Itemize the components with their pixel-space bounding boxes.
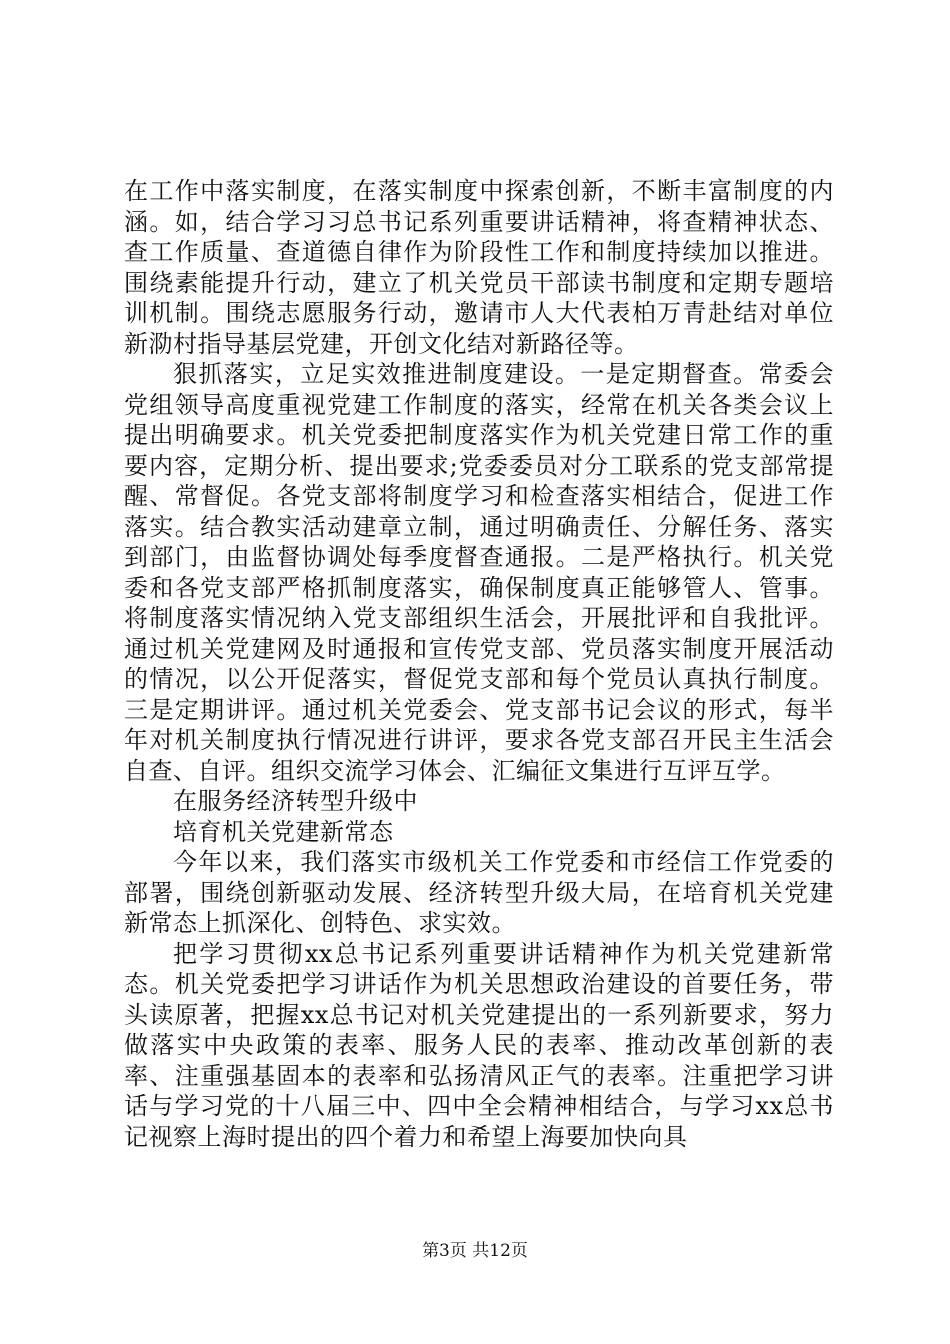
paragraph-study-speech: 把学习贯彻xx总书记系列重要讲话精神作为机关党建新常态。机关党委把学习讲话作为机关思想政治建设的首要任务，带头读原著，把握xx总书记对机关党建提出的一系列新要求，努力做落实中央政策的表率、服务人民的表率、推动改革创新的表率、注重强基固本的表率和弘扬清风正气的表率。注重把学习讲话与学习党的十八届三中、四中全会精神相结合，与学习xx总书记视察上海时提出的四个着力和希望上海要加快向具 [124, 939, 834, 1151]
page-number-footer: 第3页 共12页 [422, 1241, 528, 1261]
paragraph-continuation: 在工作中落实制度，在落实制度中探索创新，不断丰富制度的内涵。如，结合学习习总书记系列重要讲话精神，将查精神状态、查工作质量、查道德自律作为阶段性工作和制度持续加以推进。围绕素能提升行动，建立了机关党员干部读书制度和定期专题培训机制。围绕志愿服务行动，邀请市人大代表柏万青赴结对单位新泐村指导基层党建，开创文化结对新路径等。 [124, 177, 834, 358]
paragraph-system-implementation: 狠抓落实，立足实效推进制度建设。一是定期督查。常委会党组领导高度重视党建工作制度的落实，经常在机关各类会议上提出明确要求。机关党委把制度落实作为机关党建日常工作的重要内容，定期分析、提出要求;党委委员对分工联系的党支部常提醒、常督促。各党支部将制度学习和检查落实相结合，促进工作落实。结合教实活动建章立制，通过明确责任、分解任务、落实到部门，由监督协调处每季度督查通报。二是严格执行。机关党委和各党支部严格抓制度落实，确保制度真正能够管人、管事。将制度落实情况纳入党支部组织生活会，开展批评和自我批评。通过机关党建网及时通报和宣传党支部、党员落实制度开展活动的情况，以公开促落实，督促党支部和每个党员认真执行制度。三是定期讲评。通过机关党委会、党支部书记会议的形式，每半年对机关制度执行情况进行讲评，要求各党支部召开民主生活会自查、自评。组织交流学习体会、汇编征文集进行互评互学。 [124, 360, 834, 785]
paragraph-intro: 今年以来，我们落实市级机关工作党委和市经信工作党委的部署，围绕创新驱动发展、经济转型升级大局，在培育机关党建新常态上抓深化、创特色、求实效。 [124, 848, 834, 937]
document-body [124, 176, 834, 1152]
section-heading-line-2: 培育机关党建新常态 [173, 817, 394, 846]
section-heading-line-1: 在服务经济转型升级中 [173, 787, 418, 815]
